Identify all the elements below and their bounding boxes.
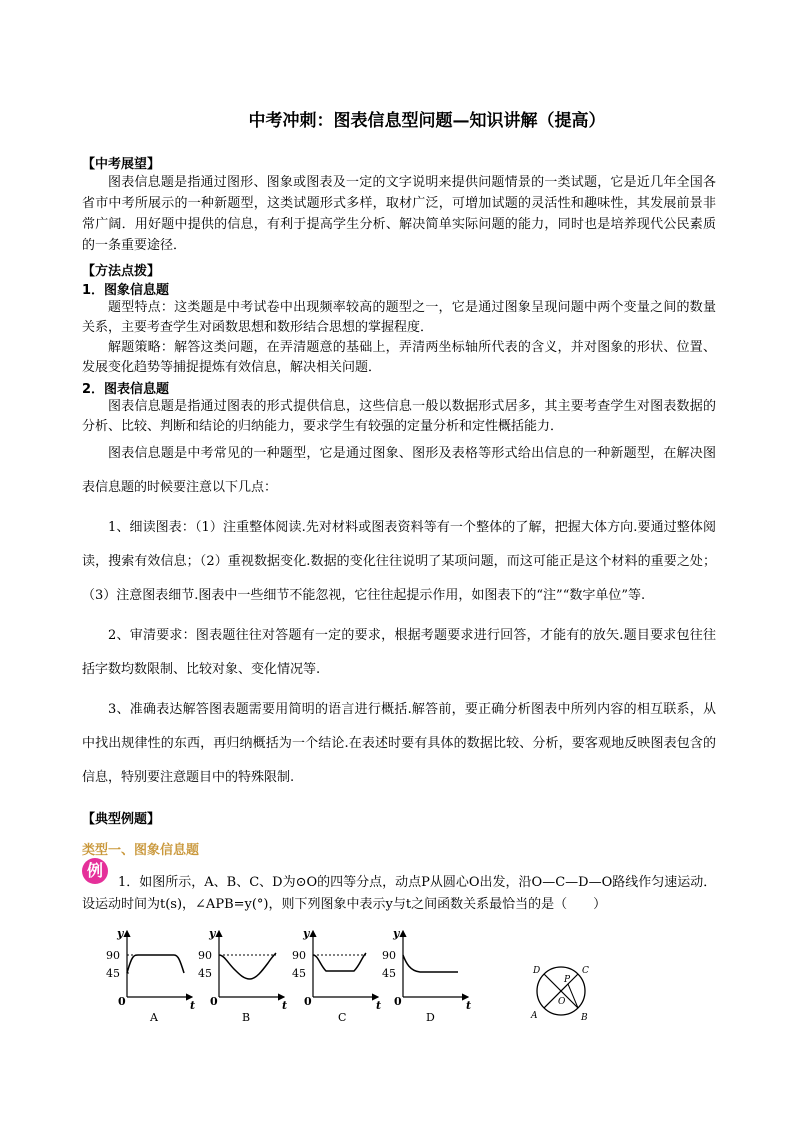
graph-c-t-label: t xyxy=(376,999,382,1012)
outlook-paragraph: 图表信息题是指通过图形、图象或图表及一定的文字说明来提供问题情景的一类试题，它是近几年全国各省市中考所展示的一种新题型，这类试题形式多样，取材广泛，可增加试题的灵活性和趣味性，其发展前景非常广阔．用好题中提供的信息，有利于提高学生分析、解决简单实际问题的能力，同时也是培养现代公民素质的一条重要途径． xyxy=(82,175,716,253)
label-d: D xyxy=(533,966,541,976)
method-s2-p2: 图表信息题是中考常见的一种题型，它是通过图象、图形及表格等形式给出信息的一种新题型，在解决图表信息题的时候要注意以下几点： xyxy=(82,446,716,495)
graph-b-tick-45: 45 xyxy=(198,967,212,980)
graph-d-label: D xyxy=(426,1011,435,1024)
segment-pb xyxy=(568,984,578,1008)
graph-a-tick-45: 45 xyxy=(106,967,120,980)
graph-c[interactable] xyxy=(292,927,381,1024)
graph-a[interactable] xyxy=(106,927,195,1024)
graph-d-curve xyxy=(403,955,458,972)
label-a: A xyxy=(531,1011,538,1021)
method-s2-p4: 2、审清要求：图表题往往对答题有一定的要求，根据考题要求进行回答，才能有的放矢.题目要求包往往括字数均数限制、比较对象、变化情况等. xyxy=(82,628,716,677)
graph-c-label: C xyxy=(338,1011,347,1024)
graph-b-y-label: y xyxy=(209,927,216,940)
graph-c-curve xyxy=(313,953,366,971)
method-section xyxy=(82,260,716,437)
circle-figure xyxy=(528,962,598,1024)
graph-b-origin: 0 xyxy=(210,995,218,1008)
tips-section xyxy=(82,437,716,795)
label-c: C xyxy=(582,966,589,976)
examples-heading: 【典型例题】 xyxy=(82,812,161,827)
examples-heading-block xyxy=(82,808,716,858)
method-subtitle-1: 1．图象信息题 xyxy=(82,283,170,298)
graph-c-origin: 0 xyxy=(304,995,312,1008)
graph-d-origin: 0 xyxy=(394,995,402,1008)
method-s1-p2: 解题策略：解答这类问题，在弄清题意的基础上，弄清两坐标轴所代表的含义，并对图象的形状、位置、发展变化趋势等捕捉提炼有效信息，解决相关问题． xyxy=(82,340,716,375)
example-badge: 例 xyxy=(82,858,108,884)
method-heading: 【方法点拨】 xyxy=(82,264,161,279)
graph-a-label: A xyxy=(150,1011,158,1024)
graph-d-tick-45: 45 xyxy=(382,967,396,980)
graph-d-t-label: t xyxy=(466,999,472,1012)
graph-a-tick-90: 90 xyxy=(106,949,120,962)
method-s2-p3: 1、细读图表：（1）注重整体阅读.先对材料或图表资料等有一个整体的了解，把握大体方向.要通过整体阅读，搜索有效信息；（2）重视数据变化.数据的变化往往说明了某项问题，而这可能正是这个材料的重要之处；（3）注意图表细节.图表中一些细节不能忽视，它往往起提示作用，如图表下的“注”“数字单位”等. xyxy=(82,520,716,603)
graph-a-curve xyxy=(127,955,184,973)
question-1: 1．如图所示，A、B、C、D为⊙O的四等分点，动点P从圆心O出发，沿O—C—D—O路线作匀速运动．设运动时间为t(s)，∠APB=y(°)，则下列图象中表示y与t之间函数关系最恰当的是（ ） xyxy=(82,875,717,912)
type-one-heading: 类型一、图象信息题 xyxy=(82,843,200,858)
graph-a-y-label: y xyxy=(117,927,124,940)
graph-b-tick-90: 90 xyxy=(198,949,212,962)
label-b: B xyxy=(581,1013,588,1023)
graph-c-y-label: y xyxy=(303,927,310,940)
graph-c-tick-90: 90 xyxy=(292,949,306,962)
method-s2-p1: 图表信息题是指通过图表的形式提供信息，这些信息一般以数据形式居多，其主要考查学生对图表数据的分析、比较、判断和结论的归纳能力，要求学生有较强的定量分析和定性概括能力． xyxy=(82,399,716,434)
graph-d-y-label: y xyxy=(393,927,400,940)
graph-d-tick-90: 90 xyxy=(382,949,396,962)
label-p: P xyxy=(564,975,571,985)
graph-a-t-label: t xyxy=(190,999,196,1012)
method-s1-p1: 题型特点：这类题是中考试卷中出现频率较高的题型之一，它是通过图象呈现问题中两个变量之间的数量关系，主要考查学生对函数思想和数形结合思想的掌握程度． xyxy=(82,300,716,335)
graph-b-curve xyxy=(219,953,276,979)
label-o: O xyxy=(558,997,566,1007)
outlook-heading: 【中考展望】 xyxy=(82,157,161,172)
method-s2-p5: 3、准确表达解答图表题需要用简明的语言进行概括.解答前，要正确分析图表中所列内容的相互联系，从中找出规律性的东西，再归纳概括为一个结论.在表述时要有具体的数据比较、分析，要客观地反映图表包含的信息，特别要注意题目中的特殊限制. xyxy=(82,702,716,785)
page-title: 中考冲刺：图表信息型问题—知识讲解（提高） xyxy=(248,111,606,131)
graph-a-origin: 0 xyxy=(118,995,126,1008)
graph-c-tick-45: 45 xyxy=(292,967,306,980)
graph-b[interactable] xyxy=(198,927,287,1024)
graph-options xyxy=(100,925,480,1025)
graph-b-t-label: t xyxy=(282,999,288,1012)
method-subtitle-2: 2．图表信息题 xyxy=(82,382,170,397)
graph-b-label: B xyxy=(242,1011,251,1024)
graph-d[interactable] xyxy=(382,927,471,1024)
outlook-section xyxy=(82,153,716,256)
